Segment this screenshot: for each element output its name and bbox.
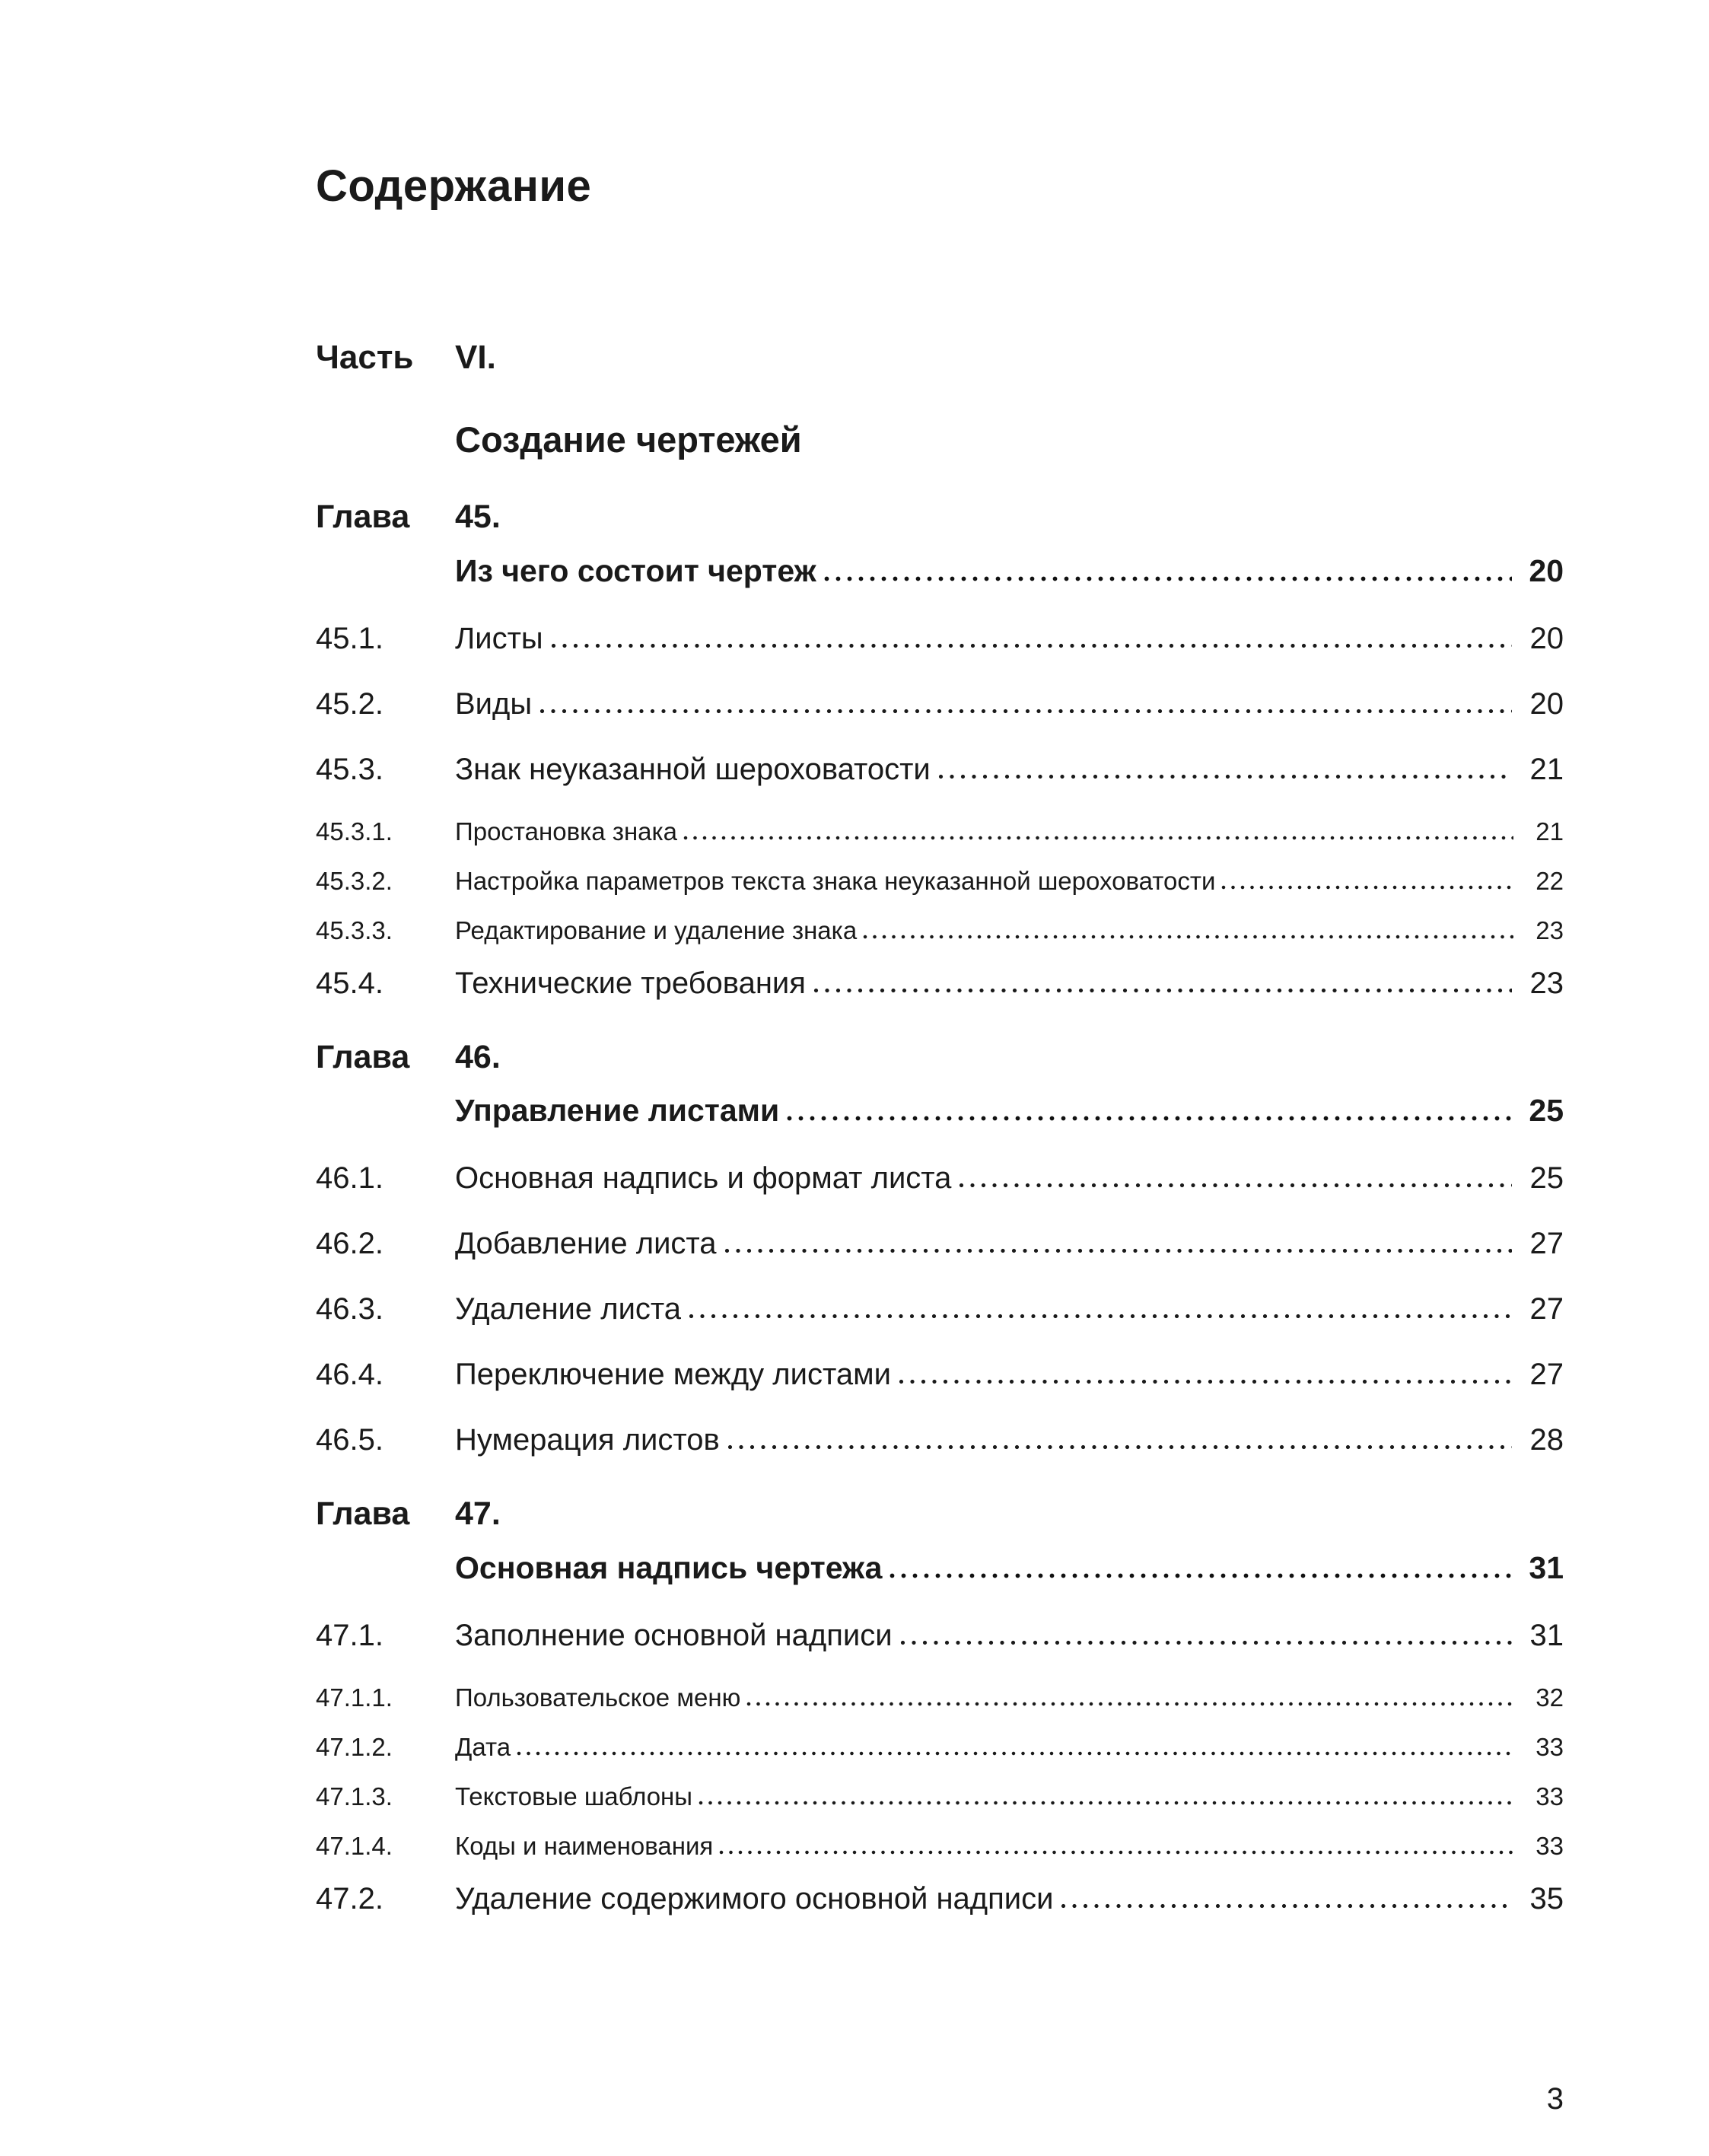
- dot-leader: [517, 1751, 1513, 1756]
- chapter-page-number: 25: [1529, 1093, 1564, 1129]
- entry-page-number: 31: [1529, 1618, 1564, 1652]
- entry-number: 45.3.3.: [316, 916, 393, 944]
- toc-entry: [316, 1422, 1564, 1457]
- chapter-head-row: [316, 498, 1564, 536]
- chapter-number: 45.: [455, 498, 501, 536]
- dot-leader: [539, 709, 1512, 714]
- entry-page-number: 27: [1529, 1227, 1564, 1261]
- entry-page-number: 28: [1529, 1423, 1564, 1457]
- entry-title: Технические требования: [455, 966, 806, 1000]
- dot-leader: [746, 1702, 1513, 1706]
- entry-number: 46.4.: [316, 1358, 383, 1392]
- chapter-label: Глава: [316, 1038, 410, 1075]
- chapter-page-number: 20: [1529, 553, 1564, 588]
- dot-leader: [1061, 1903, 1512, 1909]
- entry-page-number: 33: [1536, 1732, 1564, 1761]
- entry-number: 45.4.: [316, 966, 383, 1000]
- chapter-title: Основная надпись чертежа: [455, 1549, 883, 1585]
- entry-title: Заполнение основной надписи: [455, 1618, 893, 1652]
- toc-entry: [316, 1161, 1564, 1196]
- entry-number: 47.1.2.: [316, 1732, 393, 1761]
- chapter-title-row: [316, 553, 1564, 589]
- toc-entry: [316, 752, 1564, 787]
- toc-entry: [316, 1782, 1564, 1811]
- chapter-title: Из чего состоит чертеж: [455, 553, 816, 588]
- entry-page-number: 21: [1536, 817, 1564, 846]
- entry-page-number: 20: [1529, 687, 1564, 721]
- toc-entry: [316, 1832, 1564, 1861]
- dot-leader: [787, 1116, 1512, 1121]
- dot-leader: [724, 1248, 1512, 1253]
- part-title-row: [316, 419, 1564, 460]
- chapter-label: Глава: [316, 1495, 410, 1533]
- toc-chapter: [316, 498, 1564, 589]
- entry-title: Редактирование и удаление знака: [455, 916, 858, 944]
- entry-number: 45.3.: [316, 753, 383, 787]
- entry-number: 46.3.: [316, 1292, 383, 1326]
- dot-leader: [727, 1444, 1512, 1450]
- dot-leader: [959, 1183, 1512, 1188]
- entry-page-number: 32: [1536, 1683, 1564, 1712]
- entry-number: 45.3.2.: [316, 866, 393, 895]
- entry-number: 45.1.: [316, 622, 383, 656]
- dot-leader: [813, 988, 1512, 993]
- toc-chapter: [316, 1039, 1564, 1129]
- dot-leader: [1221, 885, 1513, 890]
- toc-entry: [316, 1618, 1564, 1653]
- entry-page-number: 20: [1529, 622, 1564, 656]
- folio-page-number: 3: [1546, 2082, 1564, 2116]
- entry-number: 47.1.4.: [316, 1831, 393, 1860]
- entry-page-number: 21: [1529, 753, 1564, 787]
- part-label: Часть: [316, 338, 414, 376]
- entry-page-number: 27: [1529, 1358, 1564, 1392]
- entry-title: Листы: [455, 622, 543, 656]
- part-number: VI.: [455, 338, 496, 376]
- entry-number: 46.1.: [316, 1161, 383, 1196]
- toc-entry: [316, 916, 1564, 945]
- entry-title: Удаление листа: [455, 1292, 682, 1326]
- entry-title: Удаление содержимого основной надписи: [455, 1881, 1054, 1916]
- entry-number: 45.2.: [316, 687, 383, 721]
- entry-number: 47.2.: [316, 1881, 383, 1916]
- entry-page-number: 23: [1529, 966, 1564, 1000]
- toc-entry: [316, 1733, 1564, 1762]
- toc-entry: [316, 1357, 1564, 1392]
- dot-leader: [899, 1379, 1512, 1384]
- entry-number: 45.3.1.: [316, 817, 393, 846]
- dot-leader: [551, 643, 1512, 648]
- toc-entry: [316, 1291, 1564, 1326]
- entry-title: Переключение между листами: [455, 1358, 891, 1392]
- toc-entry: [316, 1226, 1564, 1261]
- dot-leader: [824, 576, 1512, 581]
- entry-page-number: 27: [1529, 1292, 1564, 1326]
- dot-leader: [719, 1850, 1513, 1855]
- chapter-title: Управление листами: [455, 1093, 780, 1129]
- toc-entry: [316, 1683, 1564, 1712]
- toc-entry: [316, 817, 1564, 846]
- entry-title: Простановка знака: [455, 817, 678, 846]
- entry-title: Добавление листа: [455, 1227, 717, 1261]
- entry-page-number: 33: [1536, 1831, 1564, 1860]
- toc-entry: [316, 686, 1564, 721]
- part-title: Создание чертежей: [455, 419, 802, 460]
- chapter-head-row: [316, 1495, 1564, 1533]
- chapter-label: Глава: [316, 498, 410, 536]
- entry-title: Коды и наименования: [455, 1831, 714, 1860]
- chapter-page-number: 31: [1529, 1549, 1564, 1585]
- dot-leader: [863, 935, 1513, 939]
- chapter-head-row: [316, 1039, 1564, 1076]
- dot-leader: [890, 1573, 1512, 1578]
- chapter-title-row: [316, 1550, 1564, 1586]
- toc-entry: [316, 1881, 1564, 1916]
- entry-page-number: 25: [1529, 1161, 1564, 1196]
- entry-title: Текстовые шаблоны: [455, 1782, 693, 1810]
- dot-leader: [683, 836, 1513, 840]
- entry-page-number: 33: [1536, 1782, 1564, 1810]
- entry-title: Знак неуказанной шероховатости: [455, 753, 931, 787]
- entry-title: Нумерация листов: [455, 1423, 720, 1457]
- toc-chapter: [316, 1495, 1564, 1586]
- toc-entry: [316, 966, 1564, 1001]
- entry-number: 47.1.: [316, 1618, 383, 1652]
- toc-entry: [316, 621, 1564, 656]
- dot-leader: [689, 1314, 1512, 1319]
- entry-title: Дата: [455, 1732, 511, 1761]
- entry-title: Настройка параметров текста знака неуказанной шероховатости: [455, 866, 1216, 895]
- entry-title: Пользовательское меню: [455, 1683, 741, 1712]
- entry-page-number: 35: [1529, 1881, 1564, 1916]
- entry-title: Виды: [455, 687, 533, 721]
- chapter-number: 47.: [455, 1495, 501, 1533]
- entry-title: Основная надпись и формат листа: [455, 1161, 952, 1196]
- entry-number: 47.1.1.: [316, 1683, 393, 1712]
- dot-leader: [699, 1801, 1513, 1805]
- toc-entry: [316, 867, 1564, 896]
- part-head-row: [316, 339, 1564, 377]
- toc-list: [316, 339, 1564, 1916]
- dot-leader: [938, 774, 1512, 779]
- entry-page-number: 23: [1536, 916, 1564, 944]
- dot-leader: [900, 1640, 1512, 1645]
- chapter-number: 46.: [455, 1038, 501, 1075]
- entry-page-number: 22: [1536, 866, 1564, 895]
- entry-number: 47.1.3.: [316, 1782, 393, 1810]
- entry-number: 46.2.: [316, 1227, 383, 1261]
- toc-part: [316, 339, 1564, 461]
- page-title: Содержание: [316, 161, 592, 211]
- entry-number: 46.5.: [316, 1423, 383, 1457]
- chapter-title-row: [316, 1093, 1564, 1129]
